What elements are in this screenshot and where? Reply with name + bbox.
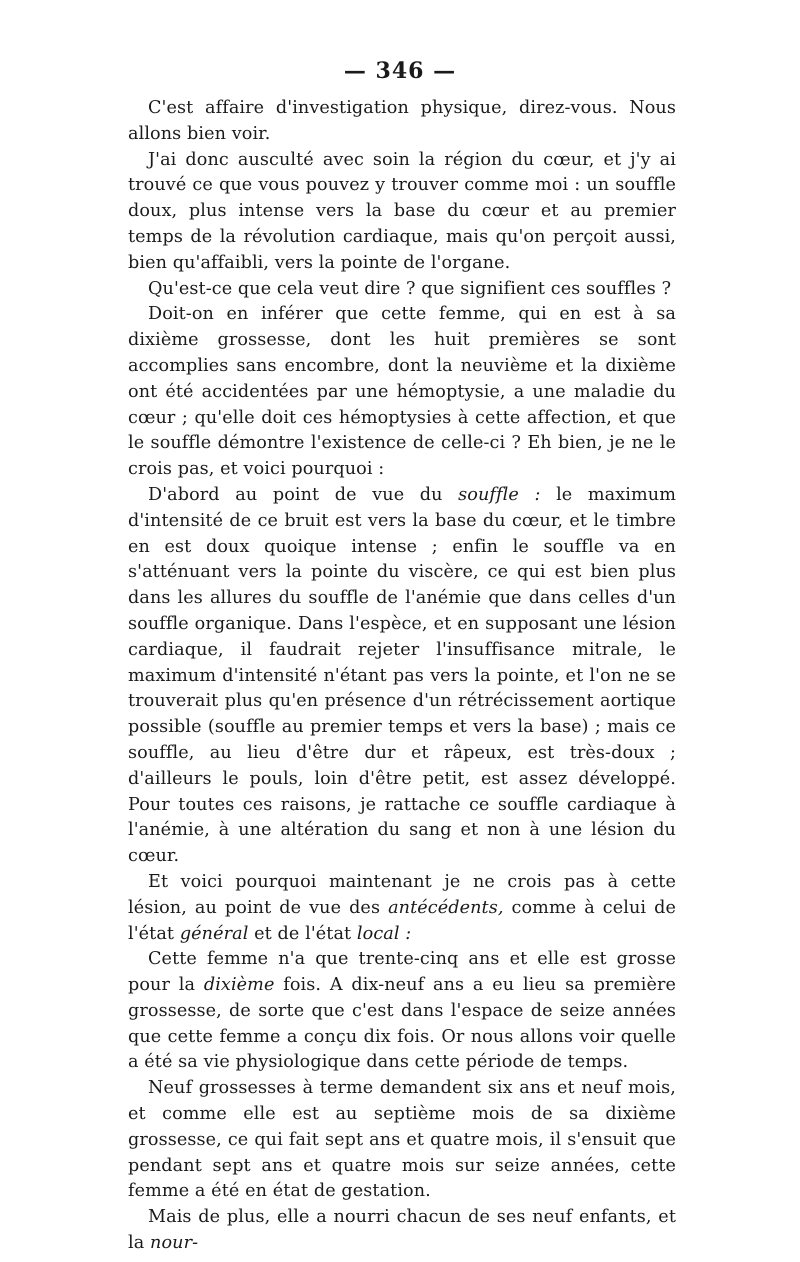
text-run: Cette femme n'a que trente-cinq ans et elle est grosse pour la	[128, 949, 676, 996]
paragraph	[128, 96, 676, 148]
paragraph	[128, 277, 676, 303]
text-run: J'ai donc ausculté avec soin la région du cœur, et j'y ai trouvé ce que vous pouvez y trouver comme moi : un souffle doux, plus intense vers la base du cœur et au premier temps de la révolution cardiaque, mais qu'on perçoit aussi, bien qu'affaibli, vers la pointe de l'organe.	[128, 149, 676, 273]
paragraph	[128, 1076, 676, 1205]
italic-text: nour-	[150, 1233, 199, 1254]
text-run: D'abord au point de vue du	[148, 484, 459, 505]
text-run: Et voici pourquoi maintenant je ne crois pas à cette lésion, au point de vue des	[128, 871, 676, 918]
paragraph	[128, 148, 676, 277]
paragraph	[128, 302, 676, 483]
text-run: le maximum d'intensité de ce bruit est vers la base du cœur, et le timbre en est doux quoique intense ; enfin le souffle va en s'atténuant vers la pointe du viscère, ce qui est bien plus dans les allures du souffle de l'anémie que dans celles d'un souffle organique. Dans l'espèce, et en supposant une lésion cardiaque, il faudrait rejeter l'insuffisance mitrale, le maximum d'intensité n'étant pas vers la pointe, et l'on ne se trouverait plus qu'en présence d'un rétrécissement aortique possible (souffle au premier temps et vers la base) ; mais ce souffle, au lieu d'être dur et râpeux, est très-doux ; d'ailleurs le pouls, loin d'être petit, est assez développé. Pour toutes ces raisons, je rattache ce souffle cardiaque à l'anémie, à une altération du sang et non à une lésion du cœur.	[128, 484, 677, 867]
italic-text: général	[179, 923, 249, 944]
body-text	[128, 96, 676, 1257]
text-run: Mais de plus, elle a nourri chacun de ses neuf enfants, et la	[128, 1207, 676, 1254]
text-run: Neuf grossesses à terme demandent six ans et neuf mois, et comme elle est au septième mois de sa dixième grossesse, ce qui fait sept ans et quatre mois, il s'ensuit que pendant sept ans et quatre mois sur seize années, cette femme a été en état de gestation.	[128, 1078, 676, 1202]
text-run: Qu'est-ce que cela veut dire ? que signifient ces souffles ?	[148, 278, 672, 299]
page-number: — 346 —	[343, 58, 457, 84]
text-run: et de l'état	[248, 923, 357, 944]
italic-text: antécédents,	[388, 897, 504, 918]
paragraph	[128, 1205, 676, 1257]
italic-text: local :	[356, 923, 412, 944]
text-run: Doit-on en inférer que cette femme, qui en est à sa dixième grossesse, dont les huit premières se sont accomplies sans encombre, dont la neuvième et la dixième ont été accidentées par une hémoptysie, a une maladie du cœur ; qu'elle doit ces hémoptysies à cette affection, et que le souffle démontre l'existence de celle-ci ? Eh bien, je ne le crois pas, et voici pourquoi :	[128, 304, 676, 480]
italic-text: dixième	[203, 975, 275, 996]
text-run: fois. A dix-neuf ans a eu lieu sa première grossesse, de sorte que c'est dans l'espace de seize années que cette femme a conçu dix fois. Or nous allons voir quelle a été sa vie physiologique dans cette période de temps.	[128, 975, 676, 1073]
text-run: C'est affaire d'investigation physique, direz-vous. Nous allons bien voir.	[128, 98, 676, 144]
paragraph	[128, 483, 676, 870]
paragraph	[128, 947, 676, 1076]
text-run: comme à celui de l'état	[128, 897, 676, 944]
paragraph	[128, 870, 676, 947]
italic-text: souffle :	[458, 484, 541, 505]
